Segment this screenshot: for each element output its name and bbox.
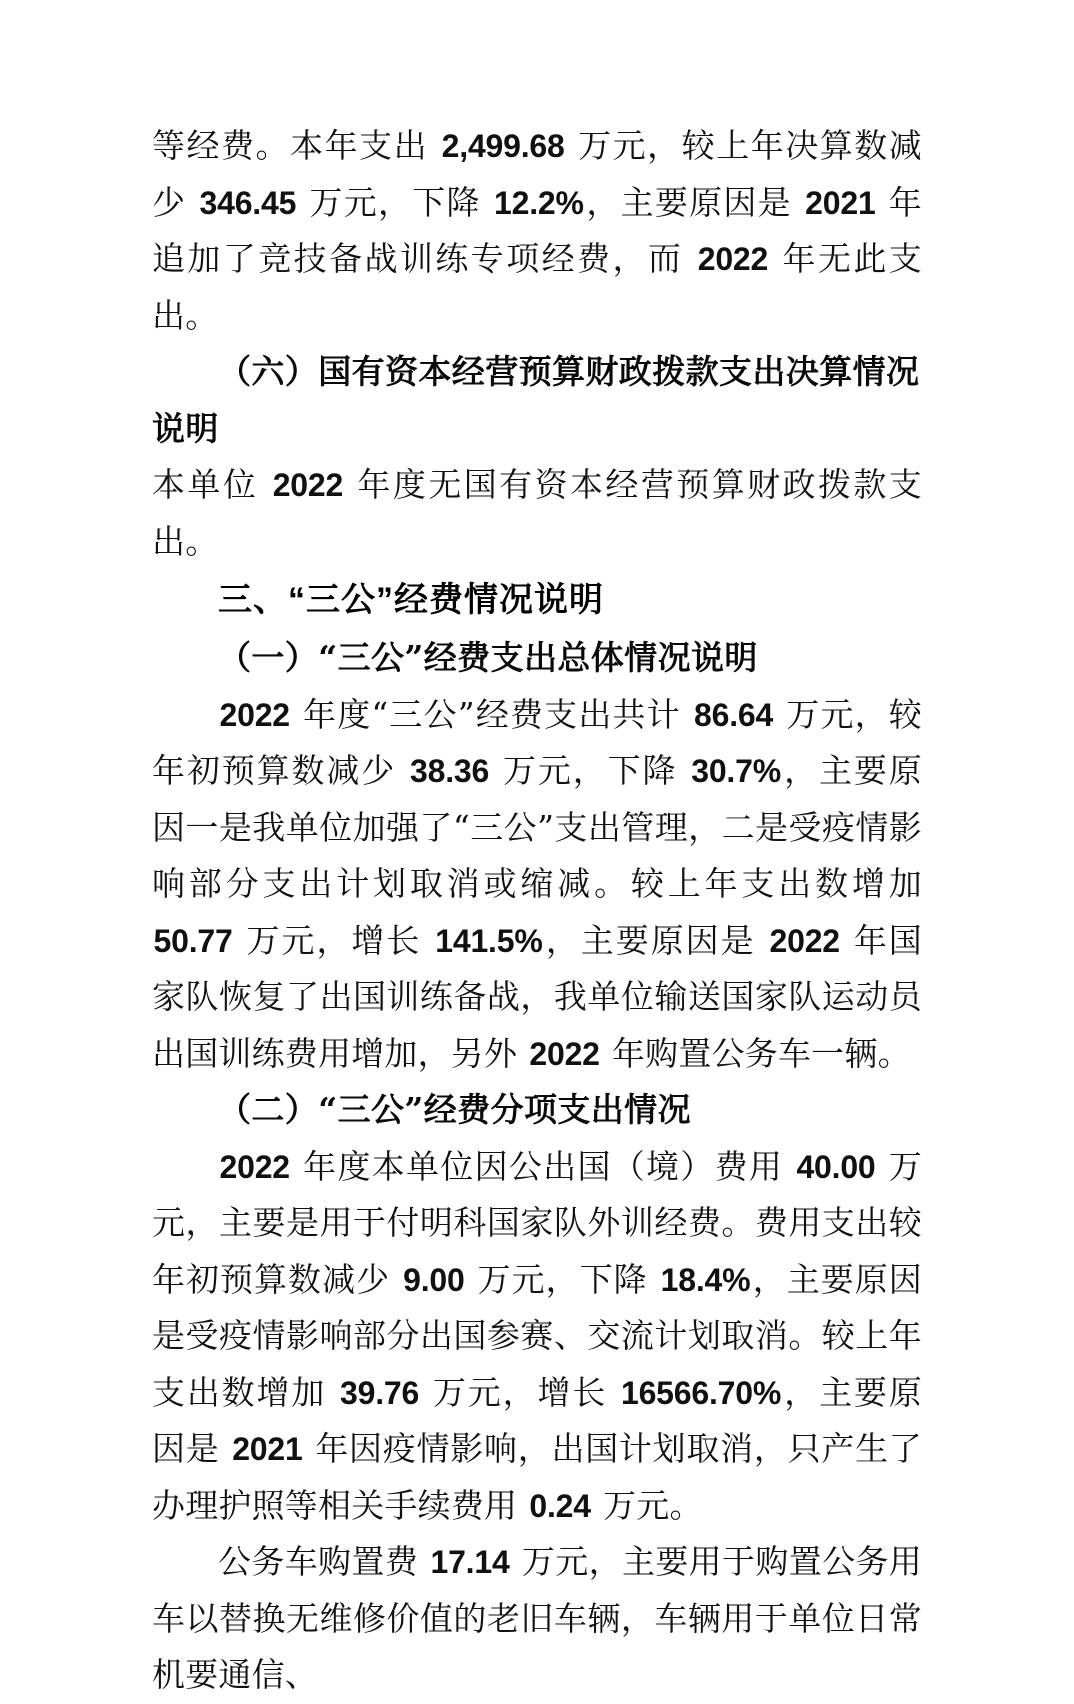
paragraph-carryover-expenditure: 等经费。本年支出 2,499.68 万元，较上年决算数减少 346.45 万元，下降 12.2%，主要原因是 2021 年追加了竞技备战训练专项经费，而 2022 年无此支出。 [152, 126, 922, 335]
heading-subsection-one: （一）“三公”经费支出总体情况说明 [218, 638, 758, 677]
numeric-value: 30.7% [691, 753, 781, 789]
numeric-value: 9.00 [403, 1261, 465, 1298]
paragraph-sangong-total: 2022 年度“三公”经费支出共计 86.64 万元，较年初预算数减少 38.36 万元，下降 30.7%，主要原因一是我单位加强了“三公”支出管理，二是受疫情影响部分支出计划取消或缩减。较上年支出数增加 50.77 万元，增长 141.5%，主要原因是 2022 年国家队恢复了出国训练备战，我单位输送国家队运动员出国训练费用增加，另外 2022 年购置公务车一辆。 [152, 694, 923, 1073]
numeric-value: 38.36 [410, 753, 490, 789]
numeric-value: 17.14 [430, 1544, 510, 1580]
numeric-value: 346.45 [199, 184, 297, 221]
numeric-value: 2022 [697, 241, 769, 277]
numeric-value: 39.76 [340, 1374, 420, 1411]
numeric-value: 2022 [219, 1148, 290, 1185]
numeric-value: 12.2% [494, 184, 584, 221]
numeric-value: 16566.70% [620, 1374, 782, 1411]
numeric-value: 2022 [769, 922, 840, 959]
paragraph-overseas-travel-expense: 2022 年度本单位因公出国（境）费用 40.00 万元，主要是用于付明科国家队外训经费。费用支出较年初预算数减少 9.00 万元，下降 18.4%，主要原因是受疫情影响部分出国参赛、交流计划取消。较上年支出数增加 39.76 万元，增长 16566.70%，主要原因是 2021 年因疫情影响，出国计划取消，只产生了办理护照等相关手续费用 0.24 万元。 [152, 1146, 923, 1525]
numeric-value: 2022 [529, 1035, 600, 1072]
numeric-value: 2022 [272, 467, 344, 503]
heading-subsection-two: （二）“三公”经费分项支出情况 [218, 1090, 691, 1129]
numeric-value: 86.64 [694, 696, 774, 733]
numeric-value: 141.5% [435, 922, 543, 959]
heading-section-six: （六）国有资本经营预算财政拨款支出决算情况说明 [152, 352, 920, 448]
paragraph-vehicle-purchase-expense: 公务车购置费 17.14 万元，主要用于购置公务用车以替换无维修价值的老旧车辆，车辆用于单位日常机要通信、 [152, 1542, 922, 1694]
numeric-value: 40.00 [796, 1148, 876, 1185]
numeric-value: 2021 [805, 184, 876, 221]
numeric-value: 0.24 [529, 1487, 591, 1524]
text-column [152, 118, 922, 1704]
numeric-value: 18.4% [660, 1261, 751, 1298]
numeric-value: 2021 [232, 1431, 303, 1467]
numeric-value: 2022 [219, 696, 290, 733]
numeric-value: 2,499.68 [441, 128, 565, 164]
paragraph-section-six-body: 本单位 2022 年度无国有资本经营预算财政拨款支出。 [152, 465, 923, 561]
numeric-value: 50.77 [153, 922, 233, 959]
heading-section-three-sangong: 三、“三公”经费情况说明 [218, 581, 604, 619]
